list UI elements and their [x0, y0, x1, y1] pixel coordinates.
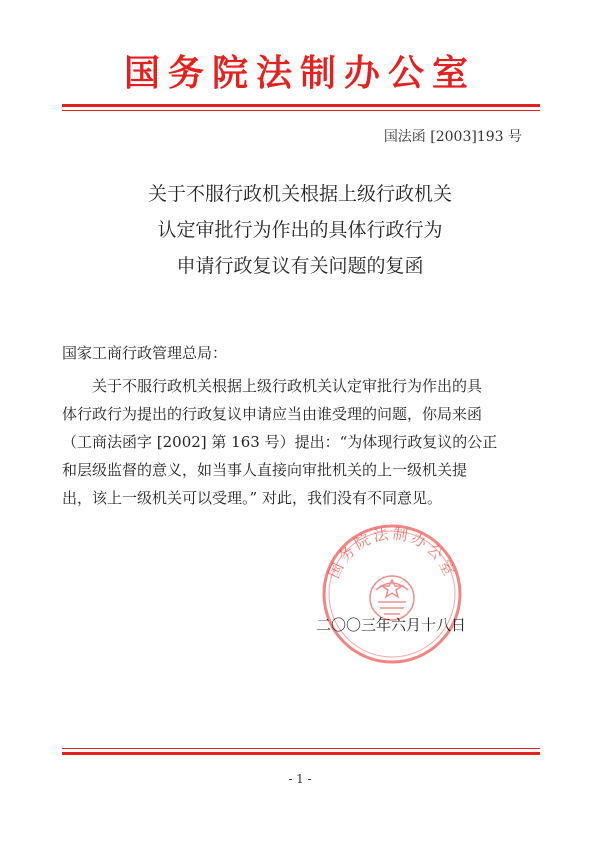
seal-text: 国务院法制办公室: [324, 524, 460, 582]
body-line: 和层级监督的意义，如当事人直接向审批机关的上一级机关提: [62, 461, 468, 479]
header-rule-thick: [62, 104, 540, 107]
document-date: 二〇〇三年六月十八日: [316, 616, 467, 634]
letterhead-title: 国务院法制办公室: [123, 53, 476, 94]
recipient: 国家工商行政管理总局：: [62, 344, 228, 362]
document-number: 国法函 [2003]193 号: [383, 129, 522, 145]
body-line: （工商法函字 [2002] 第 163 号）提出：“为体现行政复议的公正: [62, 433, 498, 451]
title-line: 申请行政复议有关问题的复函: [176, 255, 424, 277]
body-text: [62, 372, 542, 512]
svg-text:国务院法制办公室: [325, 525, 459, 581]
body-line: 关于不服行政机关根据上级行政机关认定审批行为作出的具: [62, 377, 483, 395]
header-rule-thin: [62, 110, 540, 111]
page-number: - 1 -: [288, 772, 312, 786]
footer-rule-thin: [62, 748, 540, 749]
footer-rule-thick: [62, 752, 540, 755]
title-line: 关于不服行政机关根据上级行政机关: [147, 183, 452, 205]
body-line: 体行政行为提出的行政复议申请应当由谁受理的问题，你局来函: [62, 405, 483, 423]
body-line: 出，该上一级机关可以受理。” 对此，我们没有不同意见。: [62, 489, 442, 507]
title-line: 认定审批行为作出的具体行政行为: [157, 219, 443, 241]
official-seal-icon: [318, 520, 466, 668]
document-title: [0, 176, 600, 284]
